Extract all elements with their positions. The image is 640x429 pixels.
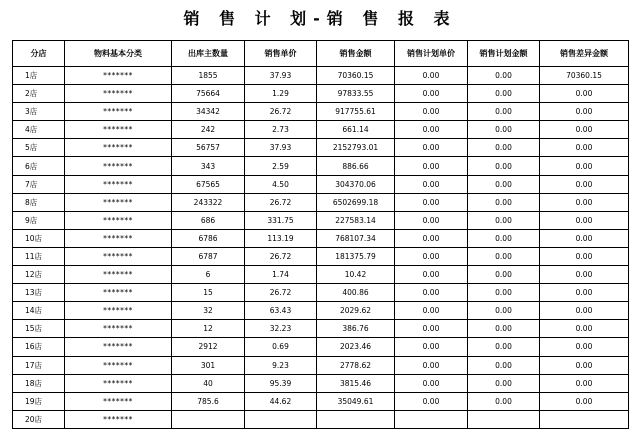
unit-price-cell: 2.73: [245, 121, 317, 139]
unit-price-cell: 0.69: [245, 338, 317, 356]
table-row: [13, 193, 629, 211]
quantity-cell: 15: [172, 284, 245, 302]
report-title: 销 售 计 划-销 售 报 表: [183, 9, 457, 28]
plan-unit-price-cell: 0.00: [395, 302, 468, 320]
table-row: [13, 229, 629, 247]
unit-price-cell: 37.93: [245, 67, 317, 85]
quantity-cell: 6786: [172, 229, 245, 247]
plan-amount-cell: 0.00: [468, 157, 540, 175]
branch-cell: 19店: [13, 392, 65, 410]
sales-amount-cell: 886.66: [317, 157, 395, 175]
plan-unit-price-cell: 0.00: [395, 175, 468, 193]
variance-amount-cell: 0.00: [540, 374, 629, 392]
plan-unit-price-cell: 0.00: [395, 67, 468, 85]
sales-amount-cell: 181375.79: [317, 247, 395, 265]
table-row: [13, 356, 629, 374]
unit-price-cell: 63.43: [245, 302, 317, 320]
quantity-cell: 75664: [172, 85, 245, 103]
branch-cell: 9店: [13, 211, 65, 229]
plan-unit-price-cell: 0.00: [395, 103, 468, 121]
variance-amount-cell: 70360.15: [540, 67, 629, 85]
unit-price-cell: 37.93: [245, 139, 317, 157]
branch-cell: 10店: [13, 229, 65, 247]
plan-amount-cell: 0.00: [468, 266, 540, 284]
table-row: [13, 302, 629, 320]
branch-cell: 8店: [13, 193, 65, 211]
quantity-cell: 56757: [172, 139, 245, 157]
unit-price-cell: 1.29: [245, 85, 317, 103]
branch-cell: 20店: [13, 410, 65, 428]
plan-unit-price-cell: 0.00: [395, 85, 468, 103]
branch-cell: 15店: [13, 320, 65, 338]
plan-amount-cell: [468, 410, 540, 428]
sales-amount-cell: 3815.46: [317, 374, 395, 392]
unit-price-cell: 95.39: [245, 374, 317, 392]
branch-cell: 16店: [13, 338, 65, 356]
quantity-cell: 1855: [172, 67, 245, 85]
branch-cell: 18店: [13, 374, 65, 392]
variance-amount-cell: 0.00: [540, 193, 629, 211]
unit-price-cell: 26.72: [245, 284, 317, 302]
plan-unit-price-cell: 0.00: [395, 320, 468, 338]
plan-unit-price-cell: 0.00: [395, 356, 468, 374]
sales-amount-cell: 70360.15: [317, 67, 395, 85]
table-body: [13, 67, 629, 429]
sales-amount-cell: 2023.46: [317, 338, 395, 356]
plan-unit-price-cell: 0.00: [395, 211, 468, 229]
category-cell: *******: [65, 266, 172, 284]
header-plan-unit-price: 销售计划单价: [395, 41, 468, 67]
plan-unit-price-cell: 0.00: [395, 139, 468, 157]
sales-amount-cell: 2152793.01: [317, 139, 395, 157]
plan-amount-cell: 0.00: [468, 193, 540, 211]
plan-unit-price-cell: 0.00: [395, 247, 468, 265]
variance-amount-cell: 0.00: [540, 356, 629, 374]
quantity-cell: 6: [172, 266, 245, 284]
category-cell: *******: [65, 302, 172, 320]
sales-amount-cell: 2778.62: [317, 356, 395, 374]
category-cell: *******: [65, 338, 172, 356]
branch-cell: 12店: [13, 266, 65, 284]
plan-unit-price-cell: 0.00: [395, 229, 468, 247]
unit-price-cell: 44.62: [245, 392, 317, 410]
quantity-cell: 301: [172, 356, 245, 374]
table-row: [13, 338, 629, 356]
plan-unit-price-cell: 0.00: [395, 193, 468, 211]
sales-amount-cell: 35049.61: [317, 392, 395, 410]
plan-amount-cell: 0.00: [468, 139, 540, 157]
variance-amount-cell: 0.00: [540, 266, 629, 284]
branch-cell: 2店: [13, 85, 65, 103]
plan-amount-cell: 0.00: [468, 229, 540, 247]
table-row: [13, 374, 629, 392]
category-cell: *******: [65, 193, 172, 211]
branch-cell: 14店: [13, 302, 65, 320]
quantity-cell: 686: [172, 211, 245, 229]
unit-price-cell: 26.72: [245, 247, 317, 265]
branch-cell: 3店: [13, 103, 65, 121]
quantity-cell: 2912: [172, 338, 245, 356]
unit-price-cell: 4.50: [245, 175, 317, 193]
sales-report-table: [12, 40, 629, 429]
header-material-category: 物料基本分类: [65, 41, 172, 67]
sales-amount-cell: 6502699.18: [317, 193, 395, 211]
table-row: [13, 392, 629, 410]
plan-amount-cell: 0.00: [468, 392, 540, 410]
category-cell: *******: [65, 320, 172, 338]
variance-amount-cell: 0.00: [540, 247, 629, 265]
variance-amount-cell: 0.00: [540, 338, 629, 356]
unit-price-cell: 9.23: [245, 356, 317, 374]
variance-amount-cell: 0.00: [540, 302, 629, 320]
quantity-cell: 6787: [172, 247, 245, 265]
quantity-cell: 785.6: [172, 392, 245, 410]
sales-amount-cell: [317, 410, 395, 428]
quantity-cell: 243322: [172, 193, 245, 211]
table-row: [13, 103, 629, 121]
variance-amount-cell: 0.00: [540, 121, 629, 139]
variance-amount-cell: 0.00: [540, 229, 629, 247]
branch-cell: 13店: [13, 284, 65, 302]
table-row: [13, 157, 629, 175]
header-row: [13, 41, 629, 67]
plan-amount-cell: 0.00: [468, 211, 540, 229]
sales-amount-cell: 917755.61: [317, 103, 395, 121]
variance-amount-cell: 0.00: [540, 85, 629, 103]
category-cell: *******: [65, 356, 172, 374]
branch-cell: 5店: [13, 139, 65, 157]
variance-amount-cell: 0.00: [540, 157, 629, 175]
branch-cell: 7店: [13, 175, 65, 193]
branch-cell: 1店: [13, 67, 65, 85]
category-cell: *******: [65, 229, 172, 247]
branch-cell: 6店: [13, 157, 65, 175]
plan-amount-cell: 0.00: [468, 121, 540, 139]
table-row: [13, 247, 629, 265]
branch-cell: 17店: [13, 356, 65, 374]
header-branch: 分店: [13, 41, 65, 67]
category-cell: *******: [65, 410, 172, 428]
variance-amount-cell: 0.00: [540, 103, 629, 121]
quantity-cell: 40: [172, 374, 245, 392]
sales-amount-cell: 2029.62: [317, 302, 395, 320]
header-outbound-quantity: 出库主数量: [172, 41, 245, 67]
plan-unit-price-cell: 0.00: [395, 266, 468, 284]
header-sales-amount: 销售金额: [317, 41, 395, 67]
unit-price-cell: 113.19: [245, 229, 317, 247]
sales-amount-cell: 227583.14: [317, 211, 395, 229]
quantity-cell: [172, 410, 245, 428]
header-variance-amount: 销售差异金额: [540, 41, 629, 67]
quantity-cell: 32: [172, 302, 245, 320]
table-row: [13, 139, 629, 157]
table-row: [13, 410, 629, 428]
unit-price-cell: 26.72: [245, 193, 317, 211]
quantity-cell: 34342: [172, 103, 245, 121]
plan-unit-price-cell: 0.00: [395, 157, 468, 175]
table-row: [13, 320, 629, 338]
plan-unit-price-cell: 0.00: [395, 374, 468, 392]
sales-amount-cell: 400.86: [317, 284, 395, 302]
plan-amount-cell: 0.00: [468, 284, 540, 302]
plan-amount-cell: 0.00: [468, 85, 540, 103]
plan-amount-cell: 0.00: [468, 302, 540, 320]
variance-amount-cell: 0.00: [540, 175, 629, 193]
category-cell: *******: [65, 85, 172, 103]
unit-price-cell: 331.75: [245, 211, 317, 229]
category-cell: *******: [65, 157, 172, 175]
category-cell: *******: [65, 374, 172, 392]
plan-unit-price-cell: [395, 410, 468, 428]
variance-amount-cell: [540, 410, 629, 428]
sales-amount-cell: 661.14: [317, 121, 395, 139]
plan-amount-cell: 0.00: [468, 103, 540, 121]
quantity-cell: 67565: [172, 175, 245, 193]
variance-amount-cell: 0.00: [540, 139, 629, 157]
category-cell: *******: [65, 121, 172, 139]
quantity-cell: 12: [172, 320, 245, 338]
sales-amount-cell: 768107.34: [317, 229, 395, 247]
plan-amount-cell: 0.00: [468, 175, 540, 193]
category-cell: *******: [65, 139, 172, 157]
sales-amount-cell: 97833.55: [317, 85, 395, 103]
unit-price-cell: 26.72: [245, 103, 317, 121]
quantity-cell: 343: [172, 157, 245, 175]
unit-price-cell: 1.74: [245, 266, 317, 284]
unit-price-cell: [245, 410, 317, 428]
table-row: [13, 175, 629, 193]
unit-price-cell: 32.23: [245, 320, 317, 338]
unit-price-cell: 2.59: [245, 157, 317, 175]
header-plan-amount: 销售计划金额: [468, 41, 540, 67]
variance-amount-cell: 0.00: [540, 284, 629, 302]
sales-amount-cell: 386.76: [317, 320, 395, 338]
plan-amount-cell: 0.00: [468, 356, 540, 374]
category-cell: *******: [65, 103, 172, 121]
branch-cell: 4店: [13, 121, 65, 139]
table-row: [13, 67, 629, 85]
header-unit-price: 销售单价: [245, 41, 317, 67]
category-cell: *******: [65, 392, 172, 410]
plan-amount-cell: 0.00: [468, 338, 540, 356]
plan-amount-cell: 0.00: [468, 247, 540, 265]
table-row: [13, 85, 629, 103]
category-cell: *******: [65, 211, 172, 229]
plan-unit-price-cell: 0.00: [395, 121, 468, 139]
branch-cell: 11店: [13, 247, 65, 265]
table-row: [13, 266, 629, 284]
category-cell: *******: [65, 67, 172, 85]
plan-amount-cell: 0.00: [468, 67, 540, 85]
variance-amount-cell: 0.00: [540, 320, 629, 338]
variance-amount-cell: 0.00: [540, 211, 629, 229]
category-cell: *******: [65, 284, 172, 302]
variance-amount-cell: 0.00: [540, 392, 629, 410]
table-row: [13, 284, 629, 302]
category-cell: *******: [65, 175, 172, 193]
quantity-cell: 242: [172, 121, 245, 139]
plan-unit-price-cell: 0.00: [395, 338, 468, 356]
plan-unit-price-cell: 0.00: [395, 392, 468, 410]
plan-unit-price-cell: 0.00: [395, 284, 468, 302]
sales-amount-cell: 10.42: [317, 266, 395, 284]
plan-amount-cell: 0.00: [468, 320, 540, 338]
sales-amount-cell: 304370.06: [317, 175, 395, 193]
plan-amount-cell: 0.00: [468, 374, 540, 392]
table-row: [13, 121, 629, 139]
category-cell: *******: [65, 247, 172, 265]
table-row: [13, 211, 629, 229]
